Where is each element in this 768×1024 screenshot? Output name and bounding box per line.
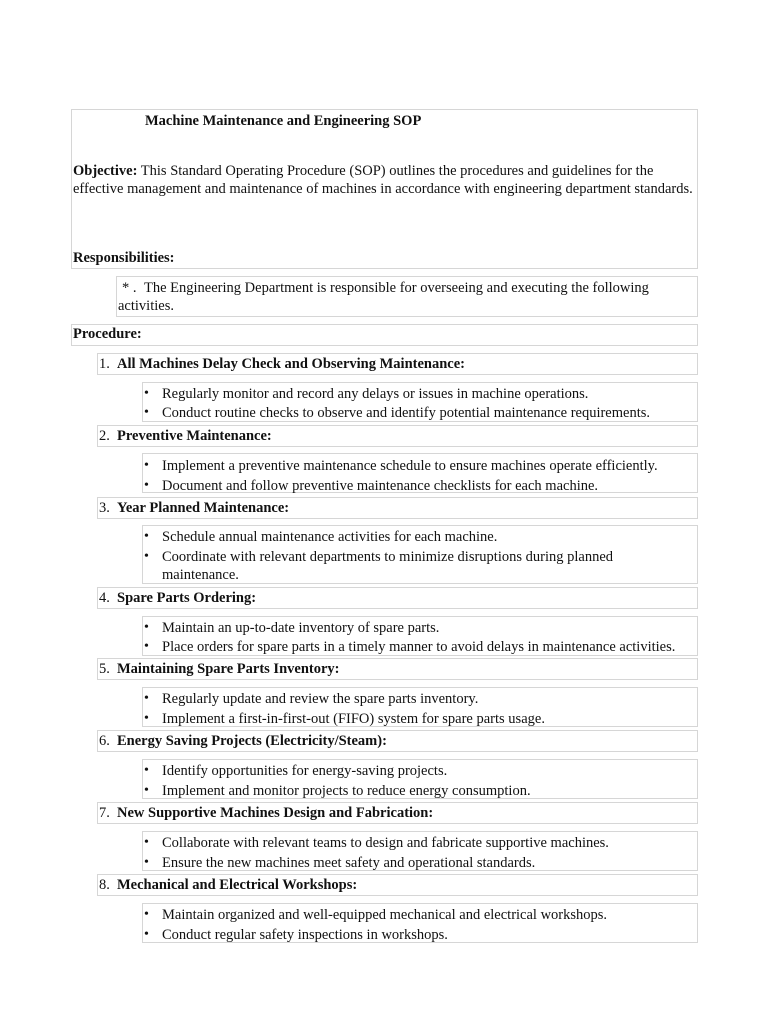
step-title: Mechanical and Electrical Workshops: [117,877,358,893]
bullet-item: Maintain organized and well-equipped mechanical and electrical workshops. [162,907,608,923]
step-number: 7. [99,805,110,821]
step-title: New Supportive Machines Design and Fabrication: [117,805,434,821]
bullet-item: Identify opportunities for energy-saving projects. [162,763,448,779]
procedure-heading-box [71,324,698,346]
bullet-icon: • [144,549,149,564]
objective-label: Objective: [73,163,138,179]
bullet-icon: • [144,711,149,726]
step-title: Year Planned Maintenance: [117,500,290,516]
bullet-item: Ensure the new machines meet safety and operational standards. [162,855,536,871]
bullet-item: Implement and monitor projects to reduce energy consumption. [162,783,531,799]
bullet-icon: • [144,478,149,493]
bullet-icon: • [144,620,149,635]
step-title: Maintaining Spare Parts Inventory: [117,661,340,677]
responsibility-marker: * . [122,280,137,296]
bullet-icon: • [144,855,149,870]
step-title: Preventive Maintenance: [117,428,272,444]
bullet-icon: • [144,386,149,401]
step-number: 8. [99,877,110,893]
bullet-item: Document and follow preventive maintenance checklists for each machine. [162,478,599,494]
bullet-item: Conduct routine checks to observe and identify potential maintenance requirements. [162,405,651,421]
step-number: 4. [99,590,110,606]
bullet-item: Maintain an up-to-date inventory of spare parts. [162,620,440,636]
bullet-icon: • [144,783,149,798]
bullet-icon: • [144,458,149,473]
bullet-icon: • [144,907,149,922]
objective-text: This Standard Operating Procedure (SOP) outlines the procedures and guidelines for the effective management and maintenance of machines in accordance with engineering department standards. [73,163,693,197]
bullet-item: Schedule annual maintenance activities for each machine. [162,529,498,545]
bullet-icon: • [144,691,149,706]
bullet-item: Implement a preventive maintenance schedule to ensure machines operate efficiently. [162,458,658,474]
bullet-item: Collaborate with relevant teams to design and fabricate supportive machines. [162,835,609,851]
bullet-icon: • [144,835,149,850]
bullet-item: Place orders for spare parts in a timely manner to avoid delays in maintenance activities. [162,639,676,655]
step-title: Energy Saving Projects (Electricity/Steam): [117,733,387,749]
bullet-item: Regularly monitor and record any delays or issues in machine operations. [162,386,589,402]
bullet-item: Implement a first-in-first-out (FIFO) system for spare parts usage. [162,711,545,727]
responsibility-text [118,279,693,315]
bullet-icon: • [144,763,149,778]
bullet-icon: • [144,529,149,544]
bullet-icon: • [144,927,149,942]
step-number: 5. [99,661,110,677]
bullet-item: Conduct regular safety inspections in workshops. [162,927,448,943]
bullet-item: Regularly update and review the spare parts inventory. [162,691,479,707]
step-number: 1. [99,356,110,372]
step-number: 2. [99,428,110,444]
procedure-heading: Procedure: [73,326,142,342]
responsibilities-heading: Responsibilities: [73,250,175,266]
bullet-icon: • [144,405,149,420]
step-number: 3. [99,500,110,516]
bullet-icon: • [144,639,149,654]
step-title: All Machines Delay Check and Observing Maintenance: [117,356,465,372]
step-title: Spare Parts Ordering: [117,590,257,606]
objective-paragraph [73,162,695,198]
document-title: Machine Maintenance and Engineering SOP [145,113,422,129]
step-number: 6. [99,733,110,749]
bullet-item: Coordinate with relevant departments to minimize disruptions during planned maintenance. [162,549,614,583]
responsibility-text-content: The Engineering Department is responsible for overseeing and executing the following activities. [118,280,649,314]
